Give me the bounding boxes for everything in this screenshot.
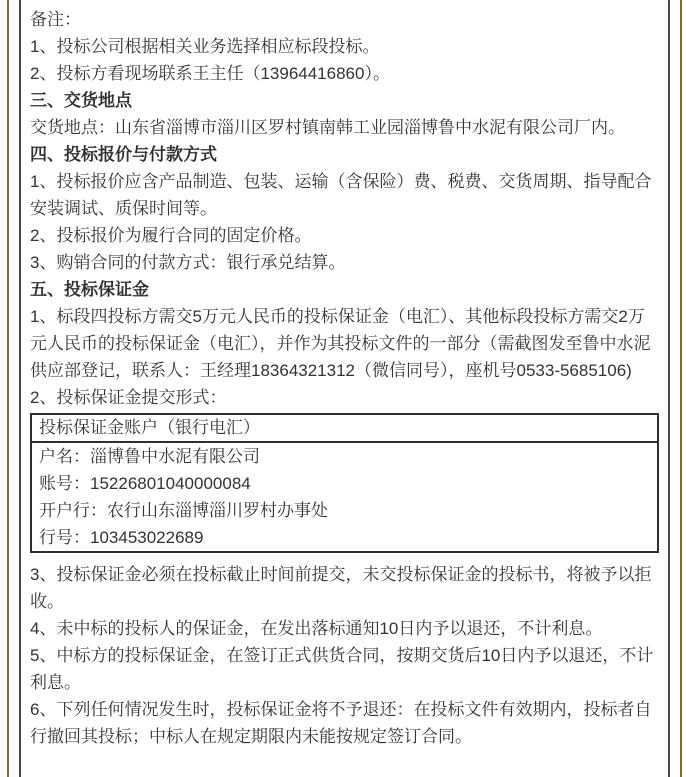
table-row <box>31 442 658 552</box>
paragraph: 4、未中标的投标人的保证金，在发出落标通知10日内予以退还，不计利息。 <box>30 619 603 638</box>
paragraph: 1、投标报价应含产品制造、包装、运输（含保险）费、税费、交货周期、指导配合安装调试、质保时间等。 <box>30 172 652 218</box>
document-body <box>21 0 668 750</box>
paragraph: 2、投标方看现场联系王主任（13964416860）。 <box>30 64 390 83</box>
table-row <box>31 414 658 442</box>
document-content-frame <box>19 0 670 777</box>
paragraph: 3、投标保证金必须在投标截止时间前提交，未交投标保证金的投标书，将被予以拒收。 <box>30 565 652 611</box>
account-detail-line: 开户行：农行山东淄博淄川罗村办事处 <box>39 501 328 520</box>
paragraph: 3、购销合同的付款方式：银行承兑结算。 <box>30 253 346 272</box>
section-heading: 三、交货地点 <box>30 91 132 110</box>
paragraph: 2、投标报价为履行合同的固定价格。 <box>30 226 312 245</box>
section-heading: 四、投标报价与付款方式 <box>30 145 217 164</box>
paragraph: 交货地点：山东省淄博市淄川区罗村镇南韩工业园淄博鲁中水泥有限公司厂内。 <box>30 118 625 137</box>
page-left-accent-border <box>7 0 9 777</box>
account-detail-line: 行号：103453022689 <box>39 528 204 547</box>
page-right-accent-border <box>680 0 682 777</box>
paragraph: 6、下列任何情况发生时，投标保证金将不予退还：在投标文件有效期内，投标者自行撤回其投标；中标人在规定期限内未能按规定签订合同。 <box>30 700 652 746</box>
account-detail-line: 账号：15226801040000084 <box>39 474 251 493</box>
deposit-table-body-cell <box>31 442 658 552</box>
account-detail-line: 户名：淄博鲁中水泥有限公司 <box>39 447 260 466</box>
deposit-table-header-cell: 投标保证金账户（银行电汇） <box>31 414 658 442</box>
deposit-account-table <box>30 413 659 553</box>
paragraph: 5、中标方的投标保证金，在签订正式供货合同，按期交货后10日内予以退还，不计利息。 <box>30 646 654 692</box>
paragraph: 1、投标公司根据相关业务选择相应标段投标。 <box>30 37 380 56</box>
paragraph: 1、标段四投标方需交5万元人民币的投标保证金（电汇）、其他标段投标方需交2万元人民币的投标保证金（电汇），并作为其投标文件的一部分（需截图发至鲁中水泥供应部登记，联系人：王经理18364321312（微信同号），座机号0533-5685106) <box>30 307 651 380</box>
paragraph: 备注： <box>30 10 81 29</box>
paragraph: 2、投标保证金提交形式： <box>30 388 227 407</box>
section-heading: 五、投标保证金 <box>30 280 149 299</box>
